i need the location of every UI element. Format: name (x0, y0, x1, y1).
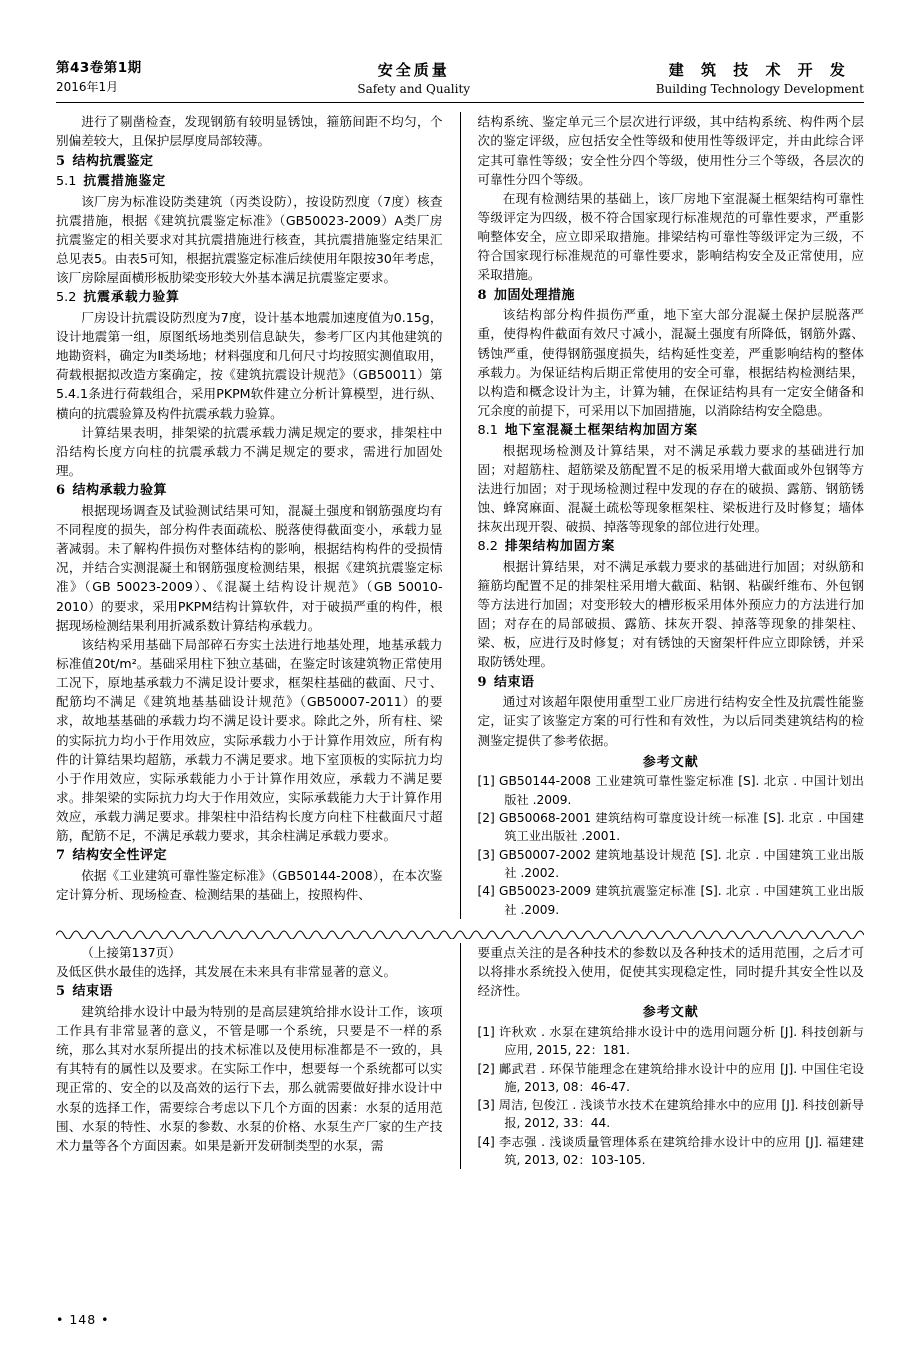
bottom-article-right-column (461, 943, 865, 1170)
body-paragraph: 要重点关注的是各种技术的参数以及各种技术的适用范围，之后才可以将排水系统投入使用，促使其实现稳定性，同时提升其安全性以及经济性。 (477, 944, 864, 999)
subsection-heading (56, 172, 443, 191)
section-heading (56, 481, 443, 501)
body-paragraph: 结构系统、鉴定单元三个层次进行评级，其中结构系统、构件两个层次的鉴定评级，应包括安全性等级和使用性等级评定，并由此综合评定其可靠性等级；安全性分四个等级，使用性分三个等级，各层次的可靠性分四个等级。 (477, 114, 864, 187)
reference-item: [3] GB50007-2002 建筑地基设计规范 [S]. 北京 . 中国建筑工业出版社 .2002. (477, 847, 864, 880)
header-volume: 第43卷第1期 (56, 60, 142, 76)
body-paragraph: 该结构部分构件损伤严重，地下室大部分混凝土保护层脱落严重，使得构件截面有效尺寸减小，混凝土强度有所降低，钢筋外露、锈蚀严重，使得钢筋强度损失，结构延性变差，严重影响结构的整体承载力。为保证结构后期正常使用的安全可靠，根据结构检测结果，以构造和概念设计为主，计算为辅，在保证结构具有一定安全储备和冗余度的前提下，可采用以下加固措施，以消除结构安全隐患。 (477, 307, 864, 418)
header-rule (56, 102, 864, 103)
section-title: 结构抗震鉴定 (72, 153, 154, 169)
page-number: • 148 • (56, 1312, 110, 1327)
page-header (56, 0, 864, 100)
section-number: 9 (477, 674, 488, 690)
subsection-heading (56, 288, 443, 307)
section-heading (478, 286, 865, 306)
references-heading: 参考文献 (642, 754, 699, 770)
subsection-number: 8.2 (477, 539, 498, 555)
body-paragraph: 及低区供水最佳的选择，其发展在未来具有非常显著的意义。 (56, 963, 397, 979)
reference-item: [3] 周洁, 包俊江 . 浅谈节水技术在建筑给排水中的应用 [J]. 科技创新导报, 2012, 33：44. (477, 1098, 864, 1131)
section-number: 8 (477, 287, 488, 303)
body-paragraph: （上接第137页） (81, 944, 181, 960)
header-section (357, 59, 470, 96)
section-title: 结构安全性评定 (72, 848, 168, 864)
header-section-cn: 安全质量 (377, 61, 450, 80)
subsection-title: 抗震措施鉴定 (83, 174, 167, 190)
header-issue-info (56, 58, 142, 96)
body-paragraph: 根据计算结果，对不满足承载力要求的基础进行加固；对纵筋和箍筋均配置不足的排架柱采用增大截面、粘钢、粘碳纤维布、外包钢等方法进行加固；对变形较大的槽形板采用体外预应力的方法进行加固；对存在的局部破损、露筋、抹灰开裂、掉落等现象的排架柱、梁、板，应进行及时修复；对有锈蚀的天窗架杆件应立即除锈，并采取防锈处理。 (477, 558, 864, 670)
section-heading (56, 846, 443, 866)
subsection-title: 地下室混凝土框架结构加固方案 (504, 423, 699, 439)
section-heading (56, 982, 443, 1002)
header-date: 2016年1月 (56, 80, 119, 95)
body-paragraph: 在现有检测结果的基础上，该厂房地下室混凝土框架结构可靠性等级评定为四级，极不符合国家现行标准规范的可靠性要求，严重影响整体安全，应立即采取措施。排梁结构可靠性等级评定为三级，不符合国家现行标准规范的可靠性要求，影响结构安全及正常使用，应采取措施。 (477, 190, 864, 283)
section-title: 加固处理措施 (494, 287, 576, 303)
section-number: 5 (56, 984, 66, 1000)
body-paragraph: 计算结果表明，排架梁的抗震承载力满足规定的要求，排架柱中沿结构长度方向柱的抗震承载力不满足规定的要求，需进行加固处理。 (56, 424, 443, 478)
reference-item: [2] GB50068-2001 建筑结构可靠度设计统一标准 [S]. 北京 . 中国建筑工业出版社 .2001. (477, 811, 864, 844)
body-paragraph: 建筑给排水设计中最为特别的是高层建筑给排水设计工作，该项工作具有非常显著的意义，不管是哪一个系统，只要是不一样的系统，那么其对水泵所提出的技术标准以及使用标准都是不一致的，具有其特有的属性以及要求。在实际工作中，想要每一个系统都可以实现正常的、安全的以及高效的运行下去，那么就需要做好排水设计中水泵的选择工作，需要综合考虑以下几个方面的因素：水泵的适用范围、水泵的特性、水泵的参数、水泵的价格、水泵生产厂家的生产技术力量等各个方面因素。如果是新开发研制类型的水泵，需 (56, 1003, 443, 1153)
header-journal-title (656, 59, 864, 96)
references-heading: 参考文献 (642, 1005, 699, 1021)
subsection-title: 抗震承载力验算 (83, 290, 180, 306)
body-paragraph: 依据《工业建筑可靠性鉴定标准》（GB50144-2008），在本次鉴定计算分析、现场检查、检测结果的基础上，按照构件、 (56, 868, 443, 903)
subsection-number: 8.1 (477, 423, 498, 439)
header-journal-title-en: Building Technology Development (655, 82, 864, 97)
section-heading (56, 152, 443, 172)
section-title: 结束语 (72, 984, 114, 1000)
header-journal-title-cn: 建 筑 技 术 开 发 (668, 61, 851, 80)
reference-item: [2] 鄺武君 . 环保节能理念在建筑给排水设计中的应用 [J]. 中国住宅设施, 2013, 08：46-47. (477, 1061, 864, 1094)
section-number: 7 (56, 848, 66, 864)
section-number: 6 (56, 483, 66, 499)
section-title: 结束语 (494, 674, 535, 690)
body-paragraph: 进行了剔凿检查，发现钢筋有较明显锈蚀，箍筋间距不均匀，个别偏差较大，且保护层厚度局部较薄。 (56, 114, 443, 149)
body-paragraph: 该结构采用基础下局部碎石夯实土法进行地基处理，地基承载力标准值20t/m²。基础采用柱下独立基础，在鉴定时该建筑物正常使用工况下，原地基承载力不满足设计要求，框架柱基础的截面、尺寸、配筋均不满足《建筑地基基础设计规范》（GB50007-2011）的要求，故地基基础的承载力均不满足设计要求。除此之外，所有柱、梁的实际抗力均小于作用效应，实际承载力小于计算作用效应，所有构件的计算结果均超筋，承载力不满足要求。地下室顶板的实际抗力均小于作用效应，实际承载能力小于计算作用效应，承载力不满足要求。排架梁的实际抗力均大于作用效应，实际承载能力大于计算作用效应，承载力满足要求。排架柱中沿结构长度方向柱下柱截面尺寸超筋，配筋不足，不满足承载力要求，其余柱满足承载力要求。 (56, 636, 443, 844)
bottom-article (56, 943, 864, 1170)
body-paragraph: 根据现场检测及计算结果，对不满足承载力要求的基础进行加固；对超筋柱、超筋梁及筋配置不足的板采用增大截面或外包钢等方法进行加固；对于现场检测过程中发现的存在的破损、露筋、钢筋锈蚀、蜂窝麻面、混凝土疏松等现象框架柱、梁板进行及时修复；墙体抹灰出现开裂、破损、掉落等现象的部位进行处理。 (477, 442, 864, 535)
reference-item: [1] GB50144-2008 工业建筑可靠性鉴定标准 [S]. 北京 . 中国计划出版社 .2009. (477, 774, 864, 807)
subsection-number: 5.2 (56, 290, 77, 306)
top-article (56, 112, 864, 919)
body-paragraph: 该厂房为标准设防类建筑（丙类设防），按设防烈度（7度）核查抗震措施，根据《建筑抗震鉴定标准》（GB50023-2009）A类厂房抗震鉴定的相关要求对其抗震措施进行核查，其抗震措施鉴定结果汇总见表5。由表5可知，根据抗震鉴定标准后续使用年限按30年考虑，该厂房除屋面横形板肋梁变形较大外基本满足抗震鉴定要求。 (56, 193, 443, 286)
header-section-en: Safety and Quality (357, 82, 471, 97)
top-article-right-column (461, 112, 865, 919)
top-article-left-column (56, 112, 460, 919)
reference-item: [4] GB50023-2009 建筑抗震鉴定标准 [S]. 北京 . 中国建筑工业出版社 .2009. (477, 884, 864, 917)
section-title: 结构承载力验算 (72, 483, 168, 499)
body-paragraph: 厂房设计抗震设防烈度为7度，设计基本地震加速度值为0.15g，设计地震第一组，原图纸场地类别信息缺失，参考厂区内其他建筑的地勘资料，确定为Ⅱ类场地；材料强度和几何尺寸均按照实测值取用，荷载根据拟改造方案确定，按《建筑抗震设计规范》（GB50011）第5.4.1条进行荷载组合，采用PKPM软件建立分析计算模型，进行纵、横向的抗震验算及构件抗震承载力验算。 (56, 309, 443, 421)
reference-item: [1] 许秋欢 . 水泵在建筑给排水设计中的选用问题分析 [J]. 科技创新与应用, 2015, 22：181. (477, 1025, 864, 1058)
subsection-heading (478, 537, 865, 556)
subsection-title: 排架结构加固方案 (504, 539, 616, 555)
bottom-article-left-column (56, 943, 460, 1170)
subsection-number: 5.1 (56, 174, 77, 190)
section-heading (478, 673, 865, 693)
section-number: 5 (56, 153, 66, 169)
body-paragraph: 通过对该超年限使用重型工业厂房进行结构安全性及抗震性能鉴定，证实了该鉴定方案的可行性和有效性，为以后同类建筑结构的检测鉴定提供了参考依据。 (477, 694, 864, 748)
subsection-heading (478, 421, 865, 440)
reference-item: [4] 李志强 . 浅谈质量管理体系在建筑给排水设计中的应用 [J]. 福建建筑, 2013, 02：103-105. (477, 1134, 864, 1168)
body-paragraph: 根据现场调查及试验测试结果可知，混凝土强度和钢筋强度均有不同程度的损失，部分构件表面疏松、脱落使得截面变小，承载力显著减弱。未了解构件损伤对整体结构的影响，根据结构构件的受损情况，并结合实测混凝土和钢筋强度检测结果，根据《建筑抗震鉴定标准》（GB 50023-2009）、《混凝土结构设计规范》（GB 50010-2010）的要求，采用PKPM结构计算软件，对于破损严重的构件，根据现场检测结果利用折减系数计算结构承载力。 (56, 502, 443, 633)
wave-separator (56, 926, 864, 939)
